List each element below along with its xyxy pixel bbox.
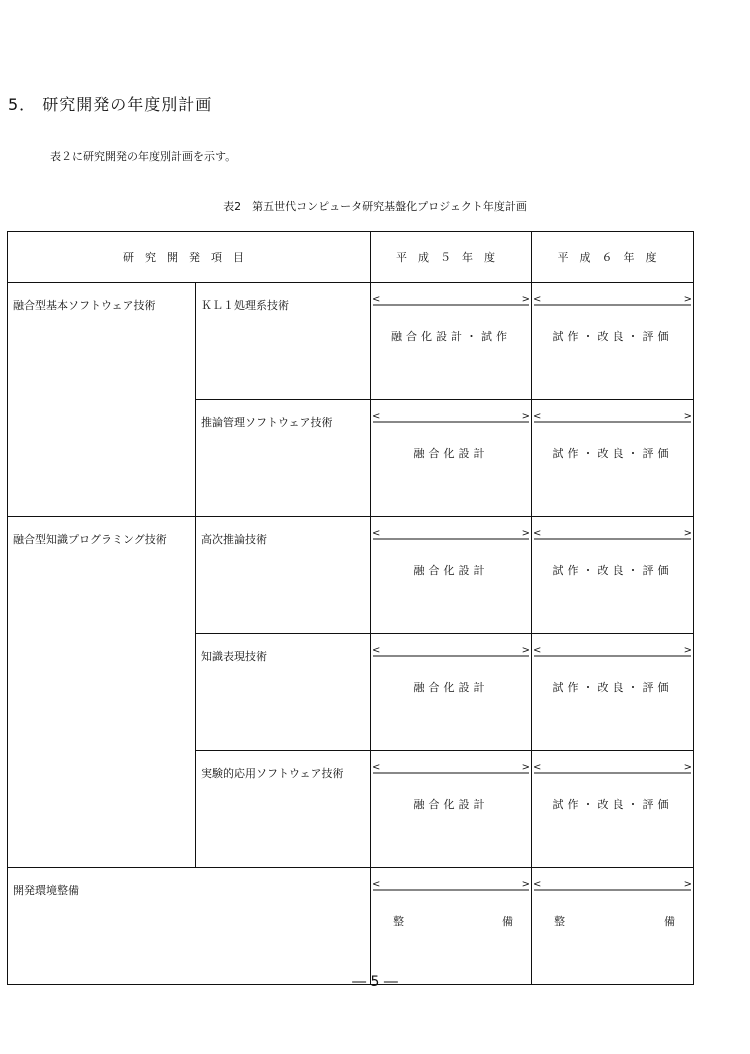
category-cell: 融合型基本ソフトウェア技術 [8,283,196,517]
double-arrow-icon: < > [533,411,692,422]
item-cell: 高次推論技術 [196,517,371,634]
year2-plan: 試作・改良・評価 [552,798,673,811]
year2-plan-char: 整 [554,915,565,928]
year2-cell [532,400,694,517]
year1-cell [371,283,532,400]
year1-plan: 融合化設計 [413,798,489,811]
header-year2: 平成６年度 [532,232,694,283]
item-cell: 実験的応用ソフトウェア技術 [196,751,371,868]
year2-plan [532,913,693,929]
double-arrow-icon: < > [372,294,530,305]
year2-cell [532,283,694,400]
plan-table [7,231,694,985]
table-header-row [8,232,694,283]
category-cell: 開発環境整備 [8,868,371,985]
category-cell: 融合型知識プログラミング技術 [8,517,196,868]
double-arrow-icon: < > [533,645,692,656]
double-arrow-icon: < > [533,762,692,773]
double-arrow-icon: < > [372,645,530,656]
double-arrow-icon: < > [533,879,692,890]
year2-plan: 試作・改良・評価 [552,447,673,460]
year2-cell [532,634,694,751]
item-cell: 推論管理ソフトウェア技術 [196,400,371,517]
page-number: ― 5 ― [352,974,398,990]
year2-cell [532,751,694,868]
table-row [8,868,694,985]
year1-plan-char: 整 [393,915,404,928]
double-arrow-icon: < > [372,528,530,539]
table-caption: 表2 第五世代コンピュータ研究基盤化プロジェクト年度計画 [223,200,527,213]
year2-plan-char: 備 [664,915,675,928]
item-cell: 知識表現技術 [196,634,371,751]
year1-cell [371,517,532,634]
year1-cell [371,400,532,517]
table-row [8,517,694,634]
double-arrow-icon: < > [372,411,530,422]
year2-plan: 試作・改良・評価 [552,564,673,577]
year1-cell [371,751,532,868]
year2-plan: 試作・改良・評価 [552,681,673,694]
year1-plan: 融合化設計・試作 [391,330,511,343]
double-arrow-icon: < > [372,762,530,773]
year2-cell [532,517,694,634]
year2-plan: 試作・改良・評価 [552,330,673,343]
year1-plan: 融合化設計 [413,447,489,460]
year1-plan-char: 備 [502,915,513,928]
double-arrow-icon: < > [533,528,692,539]
double-arrow-icon: < > [533,294,692,305]
header-year1: 平成５年度 [371,232,532,283]
section-heading: 5． 研究開発の年度別計画 [8,95,213,114]
year1-plan: 融合化設計 [413,681,489,694]
header-item: 研究開発項目 [8,232,371,283]
intro-text: 表２に研究開発の年度別計画を示す。 [50,150,237,163]
year1-plan: 融合化設計 [413,564,489,577]
table-row [8,283,694,400]
item-cell: ＫＬ１処理系技術 [196,283,371,400]
year1-plan [371,913,531,929]
year1-cell [371,868,532,985]
double-arrow-icon: < > [372,879,530,890]
year2-cell [532,868,694,985]
year1-cell [371,634,532,751]
